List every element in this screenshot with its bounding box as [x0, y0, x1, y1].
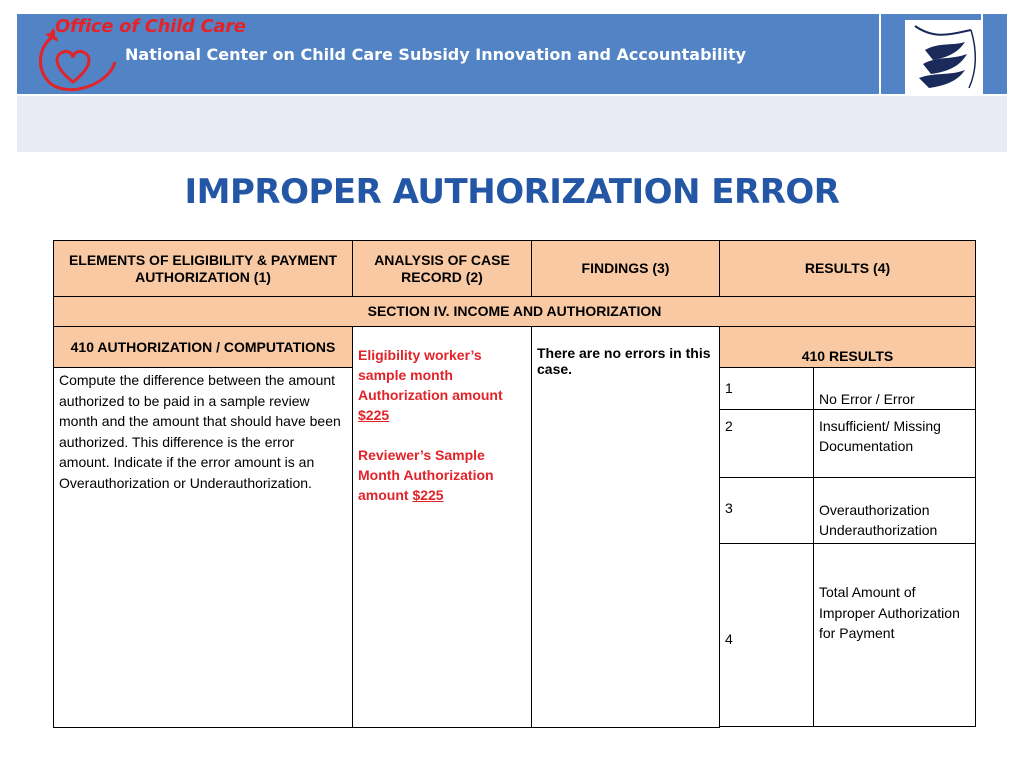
- analysis-cell: [353, 327, 532, 728]
- authorization-table: [53, 240, 976, 728]
- office-of-child-care-logo-text: Office of Child Care: [55, 16, 246, 37]
- header-divider: [879, 14, 881, 94]
- result-3-number: 3: [720, 478, 814, 544]
- findings-cell: There are no errors in this case.: [532, 327, 720, 728]
- result-2-label: Insufficient/ Missing Documentation: [814, 410, 976, 478]
- element-header: 410 AUTHORIZATION / COMPUTATIONS: [54, 327, 353, 368]
- result-1-number: 1: [720, 368, 814, 410]
- page-title: IMPROPER AUTHORIZATION ERROR: [184, 172, 840, 212]
- element-description: Compute the difference between the amount authorized to be paid in a sample review month and the amount that should have been authorized. This difference is the error amount. Indicate if the error amount is an Overauthorization or Underauthorization.: [54, 368, 353, 728]
- header-elements: ELEMENTS OF ELIGIBILITY & PAYMENT AUTHORIZATION (1): [54, 241, 353, 297]
- header-banner: [17, 14, 1007, 94]
- analysis-line-2: Reviewer’s Sample Month Authorization amount: [358, 447, 494, 503]
- result-2-number: 2: [720, 410, 814, 478]
- header-results: RESULTS (4): [720, 241, 976, 297]
- result-1-label: No Error / Error: [814, 368, 976, 410]
- section-label: SECTION IV. INCOME AND AUTHORIZATION: [54, 297, 976, 327]
- result-4-label: Total Amount of Improper Authorization for Payment: [814, 544, 976, 727]
- analysis-amount-1: $225: [358, 407, 390, 423]
- header-analysis: ANALYSIS OF CASE RECORD (2): [353, 241, 532, 297]
- header-band: [17, 96, 1007, 152]
- result-3-label: Overauthorization Underauthorization: [814, 478, 976, 544]
- header-findings: FINDINGS (3): [532, 241, 720, 297]
- analysis-amount-2: $225: [412, 487, 444, 503]
- result-4-number: 4: [720, 544, 814, 727]
- analysis-line-1: Eligibility worker’s sample month Authorization amount: [358, 347, 503, 403]
- hhs-seal: [905, 20, 983, 94]
- results-header: 410 RESULTS: [720, 327, 976, 368]
- header-subtitle: National Center on Child Care Subsidy Innovation and Accountability: [125, 45, 747, 64]
- hhs-eagle-icon: [905, 20, 983, 94]
